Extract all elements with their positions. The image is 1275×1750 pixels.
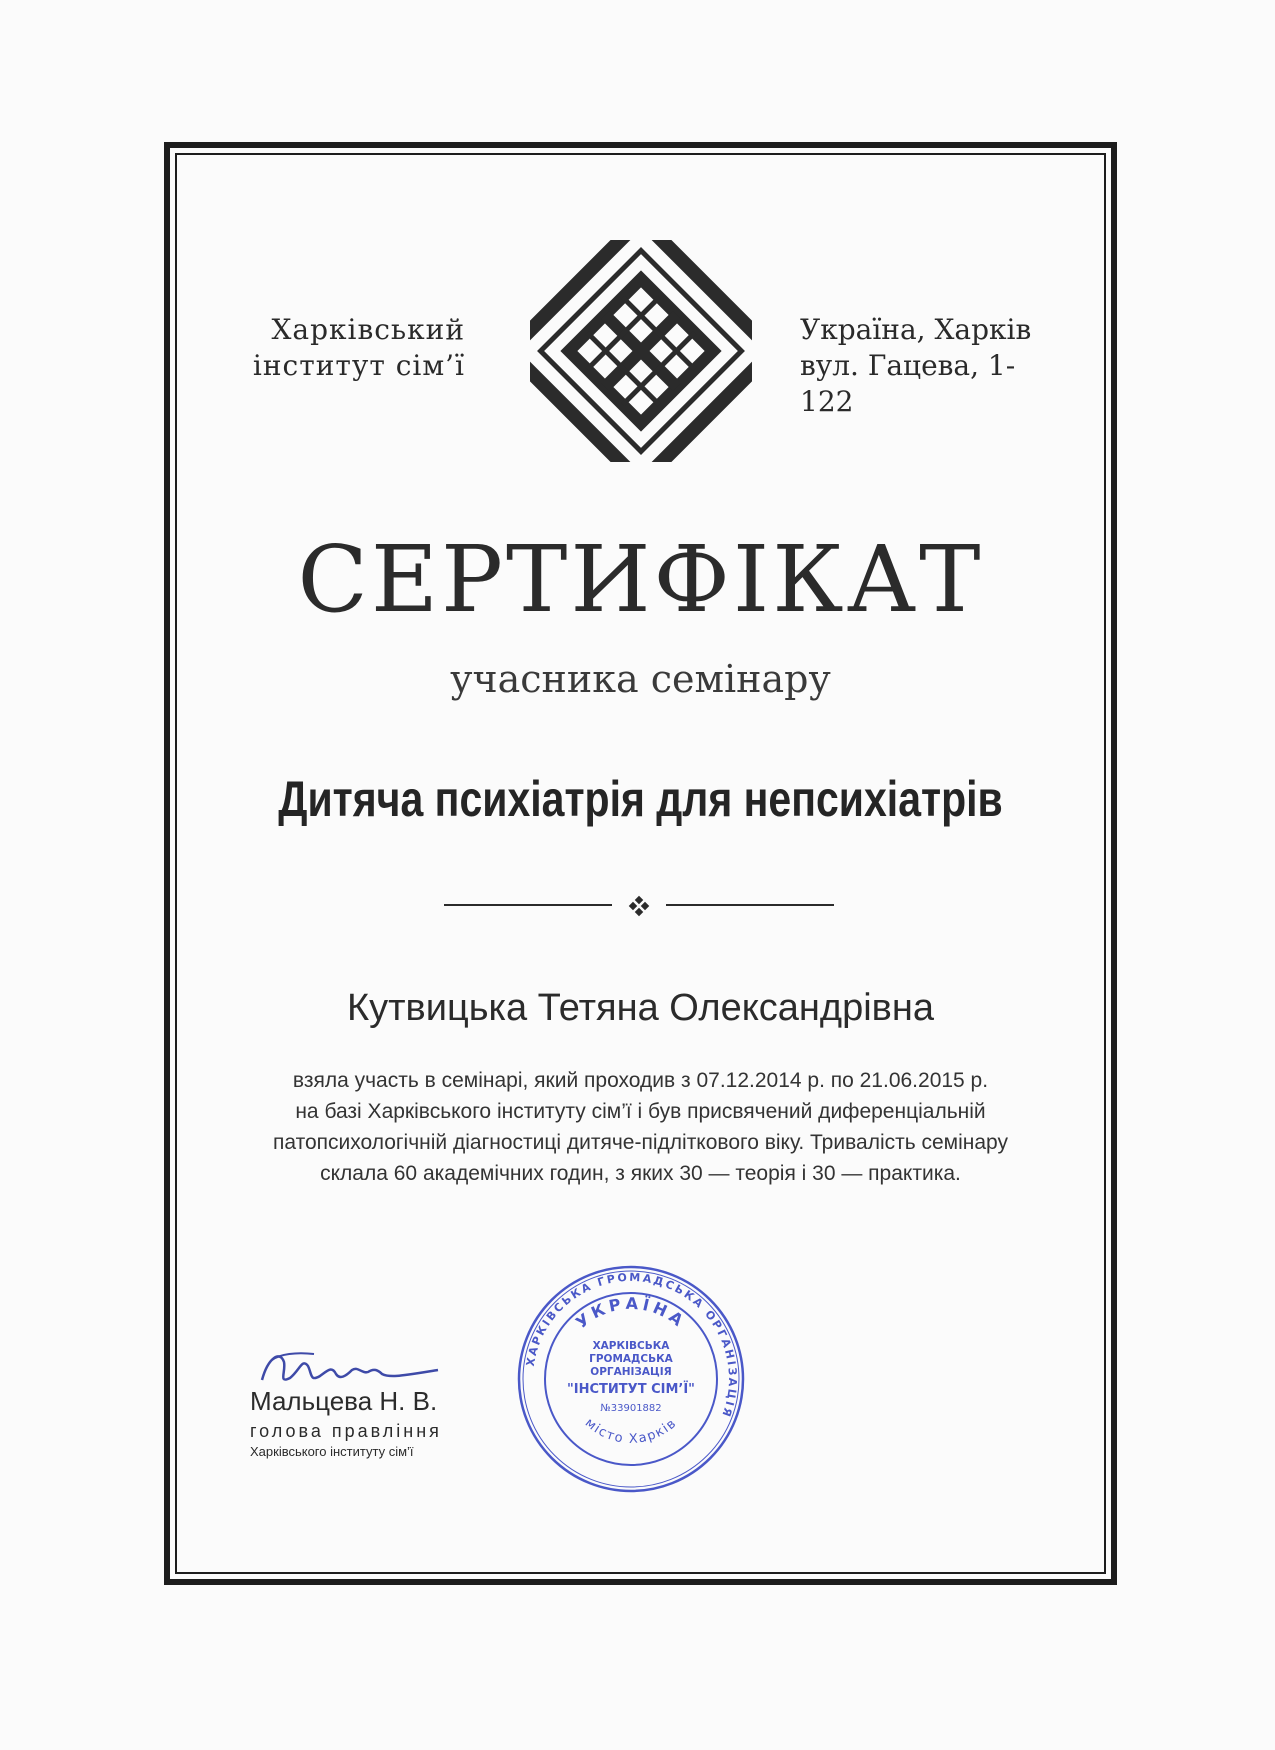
stamp-number: №33901882 — [600, 1403, 662, 1414]
institute-name-line1: Харківський — [271, 313, 465, 346]
divider-line-right — [666, 904, 834, 906]
signer-organization: Харківського інституту сім’ї — [250, 1444, 414, 1459]
divider-line-left — [444, 904, 612, 906]
organization-stamp — [515, 1263, 747, 1495]
certificate-body — [175, 1065, 1106, 1189]
stamp-city: місто Харків — [581, 1415, 681, 1448]
svg-text:УКРАЇНА — [572, 1294, 690, 1332]
institute-address — [800, 312, 1060, 420]
recipient-name: Кутвицька Тетяна Олександрівна — [347, 987, 934, 1029]
institute-name — [220, 312, 465, 384]
stamp-line1: ХАРКІВСЬКА — [592, 1340, 670, 1352]
body-line: взяла участь в семінарі, який проходив з 07.12.2014 р. по 21.06.2015 р. — [292, 1069, 989, 1092]
certificate-title: СЕРТИФІКАТ — [297, 526, 984, 633]
stamp-outer-text: ХАРКІВСЬКА ГРОМАДСЬКА ОРГАНІЗАЦІЯ — [523, 1270, 740, 1421]
svg-text:місто Харків — [582, 1416, 680, 1447]
stamp-line3: ОРГАНІЗАЦІЯ — [590, 1366, 672, 1378]
signer-name: Мальцева Н. В. — [250, 1386, 438, 1416]
endless-knot-icon — [530, 240, 752, 462]
body-line: патопсихологічній діагностиці дитяче-підліткового віку. Тривалість семінару — [272, 1131, 1009, 1154]
body-line: склала 60 академічних годин, з яких 30 — теорія і 30 — практика. — [320, 1162, 961, 1185]
stamp-line4: "ІНСТИТУТ СІМ’Ї" — [567, 1382, 695, 1397]
institute-name-line2: інститут сім’ї — [252, 349, 465, 382]
certificate-subtitle: учасника семінару — [450, 657, 831, 701]
stamp-country: УКРАЇНА — [572, 1293, 690, 1333]
seminar-title: Дитяча психіатрія для непсихіатрів — [278, 771, 1003, 827]
address-line1: Україна, Харків — [800, 313, 1032, 346]
signer-role: голова правління — [250, 1421, 442, 1441]
body-line: на базі Харківського інституту сім’ї і був присвячений диференціальній — [295, 1100, 986, 1123]
stamp-line2: ГРОМАДСЬКА — [589, 1353, 673, 1365]
address-line2: вул. Гацева, 1-122 — [800, 349, 1016, 418]
diamond-ornament-icon — [628, 895, 650, 917]
